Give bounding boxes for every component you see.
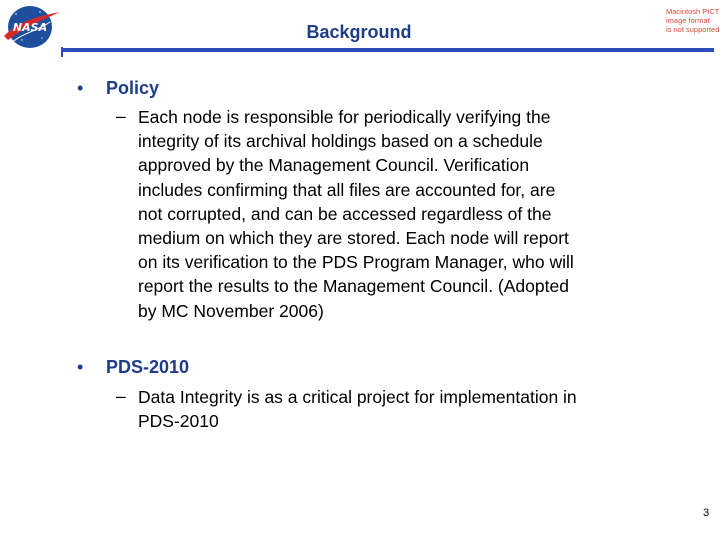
text-line: report the results to the Management Council. (Adopted [138,276,569,297]
text-line: Data Integrity is as a critical project for implementation in [138,387,577,407]
bullet-marker: • [77,78,84,98]
pict-notice-line: image format [666,16,710,25]
bullet-marker: • [77,357,84,377]
pds-2010-text [138,385,648,433]
pict-notice-line: Macintosh PICT [666,7,720,16]
text-line: Each node is responsible for periodically verifying the [138,107,551,127]
sub-bullet-dash: – [116,386,126,406]
svg-text:NASA: NASA [12,21,48,34]
nasa-logo [2,2,62,52]
text-line: PDS-2010 [138,411,219,432]
bullet-heading-pds-2010: PDS-2010 [106,357,190,377]
text-line: includes confirming that all files are accounted for, are [138,179,556,200]
page-number: 3 [703,507,710,519]
policy-text [138,105,648,323]
text-line: integrity of its archival holdings based on a schedule [138,131,543,152]
text-line: medium on which they are stored. Each node will report [138,228,569,249]
pict-notice-line: is not supported [666,25,720,34]
bullet-heading-policy: Policy [106,78,160,98]
title-rule [62,48,714,52]
text-line: on its verification to the PDS Program Manager, who will [138,252,574,273]
text-line: not corrupted, and can be accessed regardless of the [138,203,552,224]
sub-bullet-dash: – [116,106,126,126]
text-line: approved by the Management Council. Verification [138,155,530,176]
text-line: by MC November 2006) [138,300,324,321]
pict-placeholder-notice [666,7,720,34]
slide-title: Background [306,22,412,42]
